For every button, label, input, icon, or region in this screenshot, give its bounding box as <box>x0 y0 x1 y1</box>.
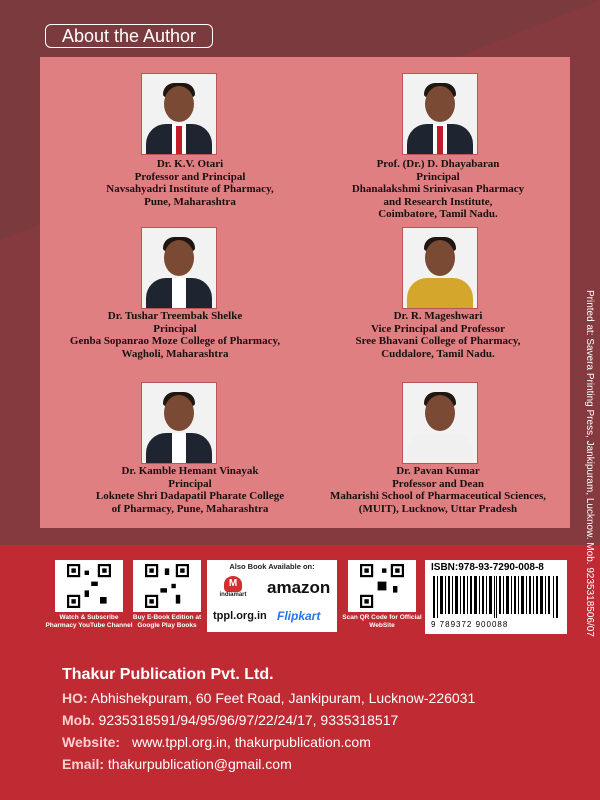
publisher-name: Thakur Publication Pvt. Ltd. <box>62 666 274 683</box>
qr-code-icon <box>141 564 193 608</box>
author-photo <box>141 382 217 464</box>
website-qr[interactable] <box>348 560 416 612</box>
author-card: Dr. Kamble Hemant Vinayak Principal Loknete Shri Dadapatil Pharate College of Pharmacy, Pune, Maharashtra <box>60 465 320 515</box>
author-card: Dr. Tushar Treembak Shelke Principal Genba Sopanrao Moze College of Pharmacy, Wagholi, Maharashtra <box>45 310 305 360</box>
author-name: Dr. K.V. Otari <box>156 158 224 170</box>
website[interactable]: Website: www.tppl.org.in, thakurpublication.com <box>62 734 371 750</box>
author-photo <box>402 73 478 155</box>
indiamart-logo[interactable]: M indiamart <box>219 578 247 598</box>
flipkart-logo[interactable]: Flipkart <box>277 609 321 623</box>
isbn-digits: 9 789372 900088 <box>431 620 509 629</box>
youtube-qr[interactable] <box>55 560 123 612</box>
author-card: Dr. K.V. Otari Professor and Principal Navsahyadri Institute of Pharmacy, Pune, Maharashtra <box>60 158 320 208</box>
author-name: Dr. Kamble Hemant Vinayak <box>121 465 259 477</box>
website-caption: Scan QR Code for Official WebSite <box>342 614 422 629</box>
email[interactable]: Email: thakurpublication@gmail.com <box>62 756 292 772</box>
isbn-box <box>425 560 567 634</box>
qr-code-icon <box>356 564 408 608</box>
amazon-logo[interactable]: amazon <box>267 578 331 597</box>
mobile: Mob. 9235318591/94/95/96/97/22/24/17, 9335318517 <box>62 712 399 728</box>
author-name: Dr. Tushar Treembak Shelke <box>107 310 243 322</box>
author-name: Dr. Pavan Kumar <box>396 465 480 477</box>
author-photo <box>141 73 217 155</box>
author-name: Dr. R. Mageshwari <box>393 310 483 322</box>
ebook-caption: Buy E-Book Edition at Google Play Books <box>132 614 202 629</box>
ebook-qr[interactable] <box>133 560 201 612</box>
author-card: Dr. R. Mageshwari Vice Principal and Professor Sree Bhavani College of Pharmacy, Cuddalore, Tamil Nadu. <box>308 310 568 360</box>
qr-code-icon <box>63 564 115 608</box>
author-name: Prof. (Dr.) D. Dhayabaran <box>376 158 500 170</box>
about-author-title: About the Author <box>45 24 213 48</box>
stores-header: Also Book Available on: <box>229 562 315 571</box>
youtube-caption: Watch & Subscribe Pharmacy YouTube Channel <box>45 614 133 629</box>
barcode-icon <box>433 576 559 618</box>
printer-credit: Printed at: Savera Printing Press, Jankipuram, Lucknow. Mob. 9235318506/07 <box>584 290 595 637</box>
head-office: HO: Abhishekpuram, 60 Feet Road, Jankipuram, Lucknow-226031 <box>62 690 476 706</box>
author-photo <box>402 382 478 464</box>
author-photo <box>141 227 217 309</box>
author-photo <box>402 227 478 309</box>
tppl-link[interactable]: tppl.org.in <box>213 610 267 622</box>
authors-panel <box>40 57 570 528</box>
isbn-label: ISBN:978-93-7290-008-8 <box>431 562 544 573</box>
author-card: Dr. Pavan Kumar Professor and Dean Maharishi School of Pharmaceutical Sciences, (MUIT), Lucknow, Uttar Pradesh <box>308 465 568 515</box>
stores-box <box>207 560 337 632</box>
author-card: Prof. (Dr.) D. Dhayabaran Principal Dhanalakshmi Srinivasan Pharmacy and Research Institute, Coimbatore, Tamil Nadu. <box>308 158 568 221</box>
